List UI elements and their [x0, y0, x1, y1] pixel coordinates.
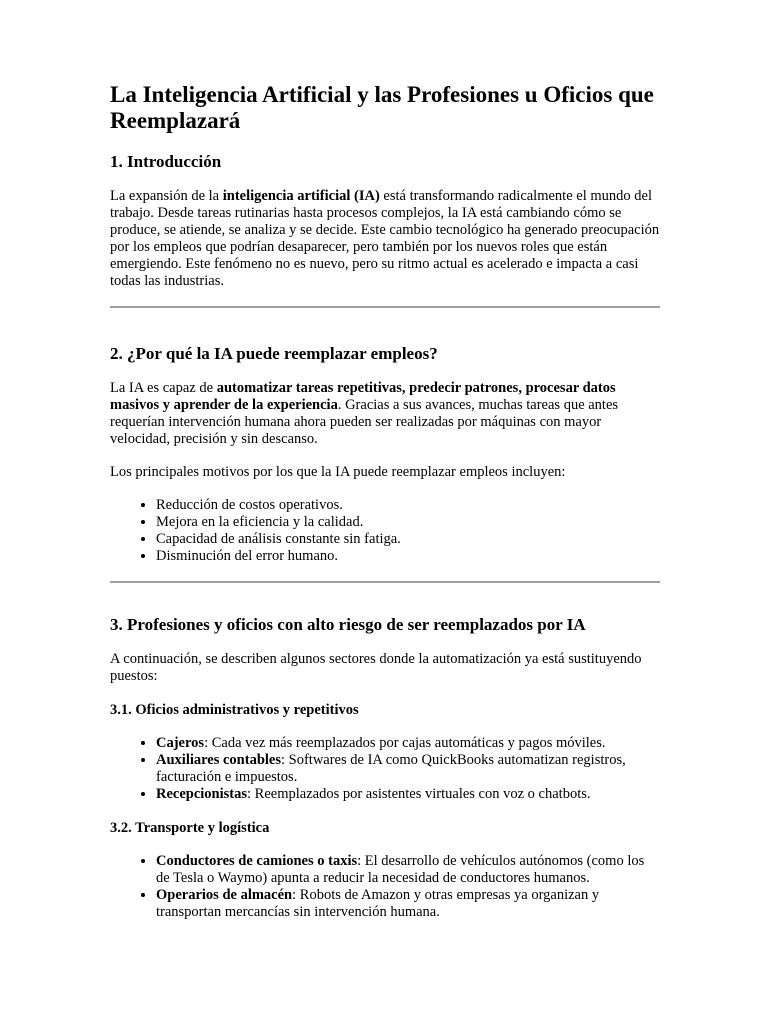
section-3-intro: A continuación, se describen algunos sectores donde la automatización ya está sustituyendo puestos:: [110, 651, 642, 684]
document-body: [110, 82, 660, 937]
bold-term: inteligencia artificial (IA): [222, 188, 380, 204]
bold-term: Auxiliares contables: [156, 752, 281, 768]
list-item: • Mejora en la eficiencia y la calidad.: [156, 514, 660, 531]
document-title: La Inteligencia Artificial y las Profesiones u Oficios que Reemplazará: [110, 82, 654, 133]
section-1-paragraph: [110, 188, 660, 290]
section-3-heading: 3. Profesiones y oficios con alto riesgo de ser reemplazados por IA: [110, 615, 586, 634]
bold-term: Operarios de almacén: [156, 887, 293, 903]
list-item: [156, 786, 660, 803]
bold-term: Conductores de camiones o taxis: [156, 853, 358, 869]
transport-jobs-list: [110, 853, 660, 921]
section-2-paragraph: [110, 380, 660, 448]
list-item: • Disminución del error humano.: [156, 548, 660, 565]
admin-jobs-list: [110, 735, 660, 803]
text-run: : Cada vez más reemplazados por cajas automáticas y pagos móviles.: [204, 735, 606, 751]
bold-term: Recepcionistas: [156, 786, 248, 802]
list-item: • Capacidad de análisis constante sin fatiga.: [156, 531, 660, 548]
text-run: : Reemplazados por asistentes virtuales con voz o chatbots.: [247, 786, 591, 802]
section-1-heading: 1. Introducción: [110, 152, 222, 171]
list-item: • Reducción de costos operativos.: [156, 497, 660, 514]
subsection-3-2-heading: 3.2. Transporte y logística: [110, 820, 270, 836]
bold-term: automatizar tareas repetitivas, predecir patrones, procesar datos masivos y aprender de la experiencia: [110, 380, 616, 413]
text-run: : El desarrollo de vehículos autónomos (como los de Tesla o Waymo) apunta a reducir la necesidad de conductores humanos.: [156, 853, 645, 886]
text-run: : Robots de Amazon y otras empresas ya organizan y transportan mercancías sin intervención humana.: [156, 887, 600, 920]
list-item: [156, 752, 660, 786]
text-run: . Gracias a sus avances, muchas tareas que antes requerían intervención humana ahora pueden ser realizadas por máquinas con mayor velocidad, precisión y sin descanso.: [110, 397, 619, 447]
text-run: La expansión de la: [110, 188, 223, 204]
text-run: La IA es capaz de: [110, 380, 217, 396]
section-divider: [110, 306, 660, 308]
list-item: [156, 853, 660, 887]
bold-term: Cajeros: [156, 735, 205, 751]
text-run: : Softwares de IA como QuickBooks automatizan registros, facturación e impuestos.: [156, 752, 626, 785]
subsection-3-1-heading: 3.1. Oficios administrativos y repetitivos: [110, 702, 359, 718]
section-divider: [110, 581, 660, 583]
text-run: está transformando radicalmente el mundo del trabajo. Desde tareas rutinarias hasta procesos complejos, la IA está cambiando cómo se produce, se atiende, se analiza y se decide. Este cambio tecnológico ha generado preocupación por los empleos que podrían desaparecer, pero también por los nuevos roles que están emergiendo. Este fenómeno no es nuevo, pero su ritmo actual es acelerado e impacta a casi todas las industrias.: [110, 188, 660, 289]
list-item: [156, 735, 660, 752]
list-item: [156, 887, 660, 921]
section-2-list-intro: Los principales motivos por los que la IA puede reemplazar empleos incluyen:: [110, 464, 566, 480]
reasons-list: [110, 497, 660, 565]
section-2-heading: 2. ¿Por qué la IA puede reemplazar empleos?: [110, 344, 438, 363]
